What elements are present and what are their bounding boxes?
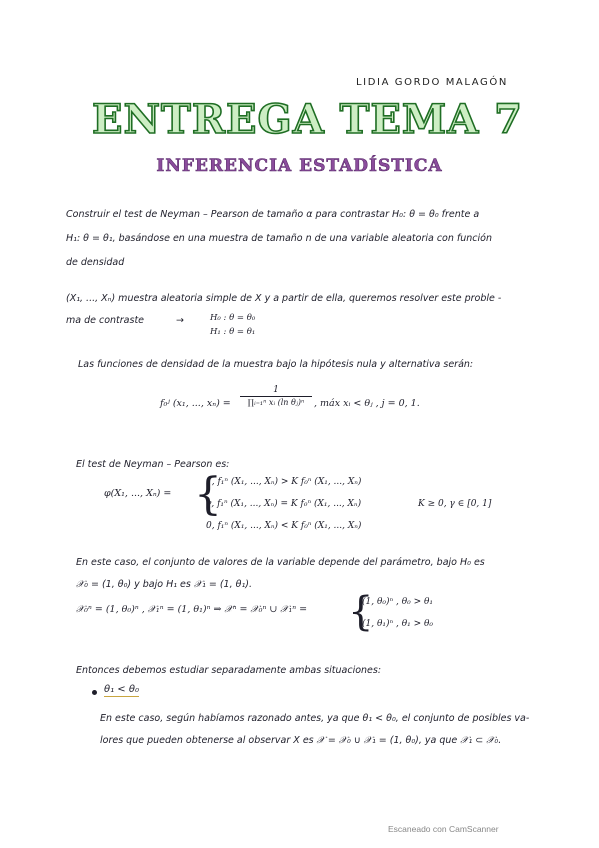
support-case-2: (1, θ₁)ⁿ , θ₁ > θ₀: [362, 619, 434, 629]
density-condition: , máx xᵢ < θⱼ , j = 0, 1.: [314, 398, 420, 409]
fraction-bar: [240, 396, 312, 397]
scanner-watermark: Escaneado con CamScanner: [388, 824, 499, 834]
intro-line-3: de densidad: [66, 257, 125, 268]
support-equation: 𝒳₀ⁿ = (1, θ₀)ⁿ , 𝒳₁ⁿ = (1, θ₁)ⁿ ⇒ 𝒳ⁿ = 𝒳₀ⁿ ∪ 𝒳₁ⁿ =: [76, 604, 308, 615]
intro-line-2: H₁: θ = θ₁, basándose en una muestra de tamaño n de una variable aleatoria con función: [66, 233, 492, 244]
case-line-1: En este caso, según habíamos razonado antes, ya que θ₁ < θ₀, el conjunto de posibles va-: [100, 713, 530, 724]
np-lhs: φ(X₁, ..., Xₙ) =: [104, 488, 172, 499]
support-line-1: En este caso, el conjunto de valores de la variable depende del parámetro, bajo H₀ es: [76, 557, 485, 568]
author-name: LIDIA GORDO MALAGÓN: [356, 77, 508, 88]
sample-line-1: (X₁, ..., Xₙ) muestra aleatoria simple de X y a partir de ella, queremos resolver este proble -: [66, 293, 502, 304]
case-line-2: lores que pueden obtenerse al observar X es 𝒳 = 𝒳₀ ∪ 𝒳₁ = (1, θ₀), ya que 𝒳₁ ⊂ 𝒳₀.: [100, 735, 502, 746]
support-brace: {: [348, 589, 374, 635]
np-case-3: 0, f₁ⁿ (X₁, ..., Xₙ) < K f₀ⁿ (X₁, ..., Xₙ): [206, 521, 362, 531]
np-condition: K ≥ 0, γ ∈ [0, 1]: [418, 499, 492, 509]
np-case-2: γ, f₁ⁿ (X₁, ..., Xₙ) = K f₀ⁿ (X₁, ..., Xₙ): [206, 499, 362, 509]
support-case-1: (1, θ₀)ⁿ , θ₀ > θ₁: [362, 597, 434, 607]
density-denominator: ∏ᵢ₌₁ⁿ xᵢ (ln θⱼ)ⁿ: [247, 398, 305, 407]
hypothesis-h0: H₀ : θ = θ₀: [210, 313, 256, 323]
density-fraction: [240, 385, 312, 407]
density-numerator: 1: [273, 385, 279, 395]
separate-text: Entonces debemos estudiar separadamente ambas situaciones:: [76, 665, 382, 676]
case-label: θ₁ < θ₀: [104, 684, 139, 695]
np-brace: {: [194, 469, 222, 520]
sample-line-2: ma de contraste: [66, 315, 145, 326]
bullet-dot: [92, 690, 97, 695]
np-case-1: 1, f₁ⁿ (X₁, ..., Xₙ) > K f₀ⁿ (X₁, ..., Xₙ): [206, 477, 362, 487]
intro-line-1: Construir el test de Neyman – Pearson de tamaño α para contrastar H₀: θ = θ₀ frente a: [66, 209, 480, 220]
density-text: Las funciones de densidad de la muestra bajo la hipótesis nula y alternativa serán:: [78, 359, 474, 370]
support-line-2: 𝒳₀ = (1, θ₀) y bajo H₁ es 𝒳₁ = (1, θ₁).: [76, 579, 252, 590]
page-title: ENTREGA TEMA 7: [92, 96, 523, 143]
density-lhs: f₀ʲ (x₁, ..., xₙ) =: [160, 398, 231, 409]
np-text: El test de Neyman – Pearson es:: [76, 459, 230, 470]
arrow-symbol: →: [176, 315, 184, 326]
hypothesis-h1: H₁ : θ = θ₁: [210, 327, 256, 337]
page-subtitle: INFERENCIA ESTADÍSTICA: [156, 156, 443, 176]
